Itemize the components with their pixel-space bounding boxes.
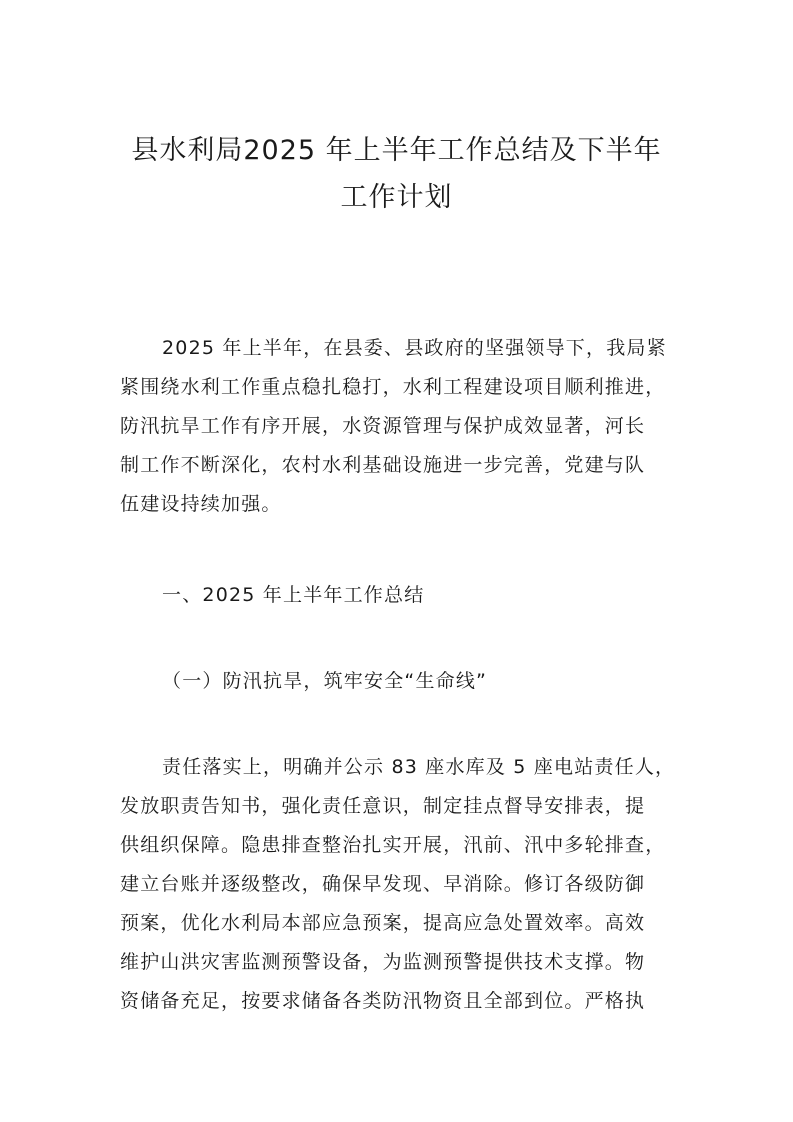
body-paragraph-line: 维护山洪灾害监测预警设备，为监测预警提供技术支撑。物 [120,951,646,973]
document-title-line-1: 县水利局2025 年上半年工作总结及下半年 [131,135,662,166]
intro-paragraph-line: 防汛抗旱工作有序开展，水资源管理与保护成效显著，河长 [120,415,646,437]
section-heading: 一、2025 年上半年工作总结 [162,584,425,606]
body-paragraph-line: 责任落实上，明确并公示 83 座水库及 5 座电站责任人， [162,756,676,778]
body-paragraph-line: 预案，优化水利局本部应急预案，提高应急处置效率。高效 [120,912,646,934]
body-paragraph-line: 建立台账并逐级整改，确保早发现、早消除。修订各级防御 [120,873,646,895]
document-title-line-2: 工作计划 [340,182,453,213]
intro-paragraph-line: 伍建设持续加强。 [120,493,282,515]
intro-paragraph-line: 紧围绕水利工作重点稳扎稳打，水利工程建设项目顺利推进， [120,376,666,398]
body-paragraph-line: 资储备充足，按要求储备各类防汛物资且全部到位。严格执 [120,990,646,1012]
subsection-heading: （一）防汛抗旱，筑牢安全“生命线” [162,670,488,692]
intro-paragraph-line: 2025 年上半年，在县委、县政府的坚强领导下，我局紧 [162,337,667,359]
intro-paragraph-line: 制工作不断深化，农村水利基础设施进一步完善，党建与队 [120,454,646,476]
body-paragraph-line: 供组织保障。隐患排查整治扎实开展，汛前、汛中多轮排查， [120,834,666,856]
body-paragraph-line: 发放职责告知书，强化责任意识，制定挂点督导安排表，提 [120,795,646,817]
